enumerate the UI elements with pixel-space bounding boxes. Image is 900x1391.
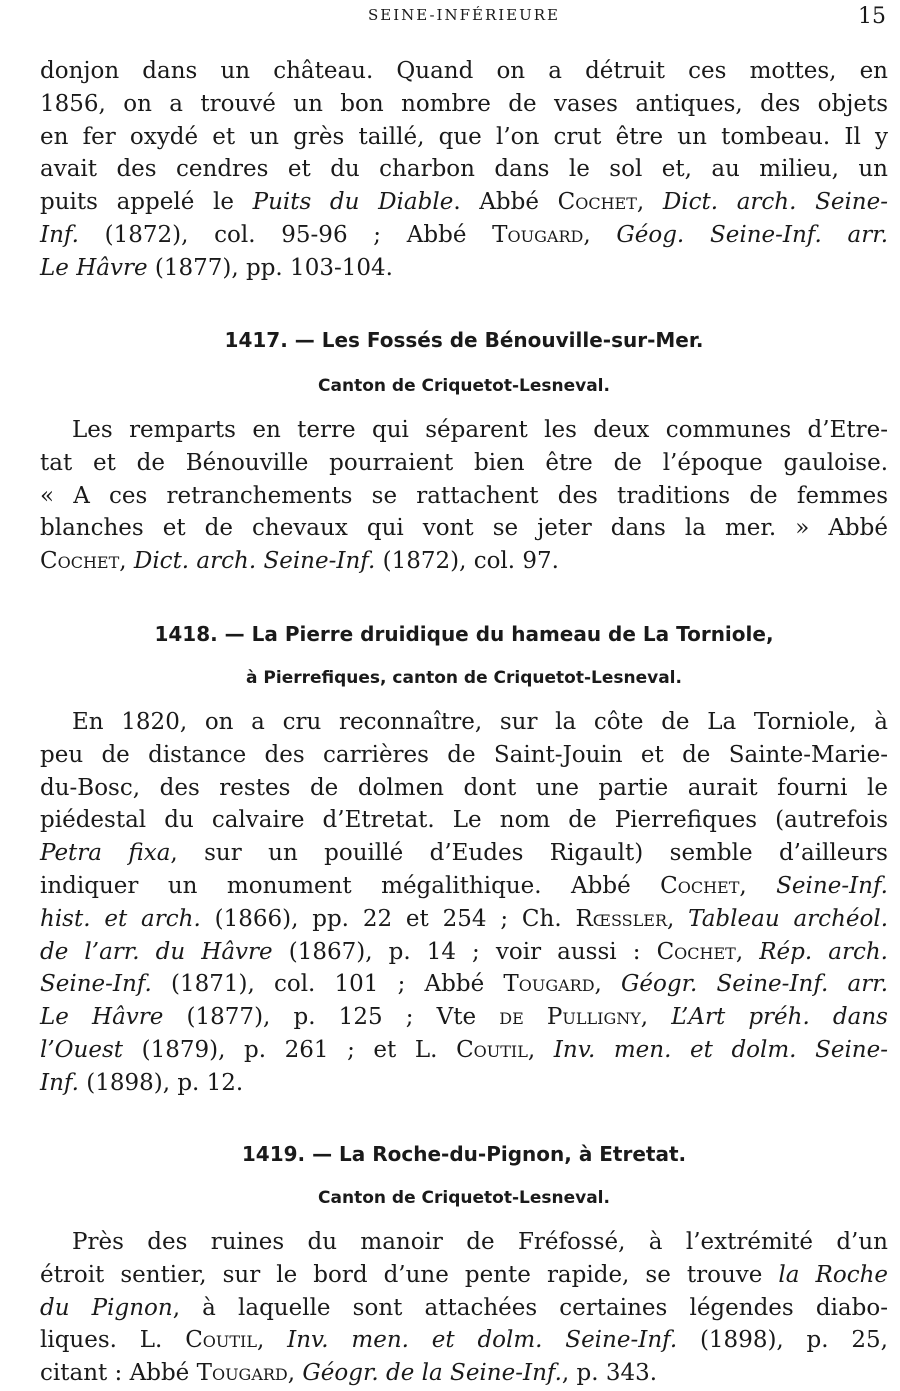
text-line: peu de distance des carrières de Saint-Jouin et de Sainte-Marie- [40, 741, 888, 768]
entry-1418-title: 1418. — La Pierre druidique du hameau de La Torniole, [154, 622, 774, 646]
entry-1417-paragraph [40, 414, 888, 578]
text-line: 1856, on a trouvé un bon nombre de vases antiques, des objets [40, 90, 888, 117]
entry-1419-title: 1419. — La Roche-du-Pignon, à Etretat. [241, 1142, 687, 1166]
text-line: Inf. (1898), p. 12. [40, 1069, 244, 1096]
text-line: de l’arr. du Hâvre (1867), p. 14 ; voir aussi : Cochet, Rép. arch. [40, 938, 888, 965]
entry-1417-subtitle: Canton de Criquetot-Lesneval. [318, 376, 610, 396]
text-line: « A ces retranchements se rattachent des traditions de femmes [40, 482, 888, 509]
text-line: du-Bosc, des restes de dolmen dont une partie aurait fourni le [40, 774, 888, 801]
text-line: Cochet, Dict. arch. Seine-Inf. (1872), col. 97. [40, 548, 559, 575]
running-header [40, 6, 888, 32]
entry-1419-subtitle: Canton de Criquetot-Lesneval. [318, 1188, 610, 1208]
text-line: piédestal du calvaire d’Etretat. Le nom de Pierrefiques (autrefois [40, 807, 888, 834]
text-line: liques. L. Coutil, Inv. men. et dolm. Seine-Inf. (1898), p. 25, [40, 1327, 888, 1354]
text-line: étroit sentier, sur le bord d’une pente rapide, se trouve la Roche [40, 1261, 889, 1288]
text-line: avait des cendres et du charbon dans le sol et, au milieu, un [40, 156, 888, 183]
text-line: Près des ruines du manoir de Fréfossé, à l’extrémité d’un [72, 1229, 888, 1255]
text-line: tat et de Bénouville pourraient bien être de l’époque gauloise. [40, 449, 888, 476]
text-line: En 1820, on a cru reconnaître, sur la côte de La Torniole, à [72, 709, 888, 735]
text-line: donjon dans un château. Quand on a détruit ces mottes, en [40, 58, 888, 84]
text-line: citant : Abbé Tougard, Géogr. de la Seine-Inf., p. 343. [40, 1360, 658, 1387]
text-line: hist. et arch. (1866), pp. 22 et 254 ; Ch. Rœssler, Tableau archéol. [40, 905, 889, 932]
text-line: puits appelé le Puits du Diable. Abbé Cochet, Dict. arch. Seine- [40, 189, 889, 216]
entry-1417-title: 1417. — Les Fossés de Bénouville-sur-Mer. [224, 328, 704, 352]
text-line: Le Hâvre (1877), p. 125 ; Vte de Pulligny, L’Art préh. dans [40, 1004, 888, 1031]
text-line: Inf. (1872), col. 95-96 ; Abbé Tougard, Géog. Seine-Inf. arr. [40, 221, 889, 248]
text-line: Le Hâvre (1877), pp. 103-104. [40, 254, 393, 281]
page-number: 15 [858, 4, 886, 29]
text-line: Petra fixa, sur un pouillé d’Eudes Rigault) semble d’ailleurs [40, 840, 888, 867]
entry-1418-paragraph [40, 706, 888, 1100]
text-line: Seine-Inf. (1871), col. 101 ; Abbé Tougard, Géogr. Seine-Inf. arr. [40, 971, 889, 998]
text-line: l’Ouest (1879), p. 261 ; et L. Coutil, Inv. men. et dolm. Seine- [40, 1036, 889, 1063]
running-title: SEINE-INFÉRIEURE [367, 6, 561, 24]
entry-1418-subtitle: à Pierrefiques, canton de Criquetot-Lesneval. [246, 668, 682, 688]
entry-1419-paragraph [40, 1226, 888, 1390]
text-line: en fer oxydé et un grès taillé, que l’on crut être un tombeau. Il y [40, 123, 888, 150]
intro-paragraph [40, 55, 888, 285]
text-line: blanches et de chevaux qui vont se jeter dans la mer. » Abbé [40, 515, 888, 542]
text-line: Les remparts en terre qui séparent les deux communes d’Etre- [72, 417, 888, 443]
text-line: indiquer un monument mégalithique. Abbé Cochet, Seine-Inf. [40, 872, 888, 899]
text-line: du Pignon, à laquelle sont attachées certaines légendes diabo- [40, 1294, 888, 1321]
